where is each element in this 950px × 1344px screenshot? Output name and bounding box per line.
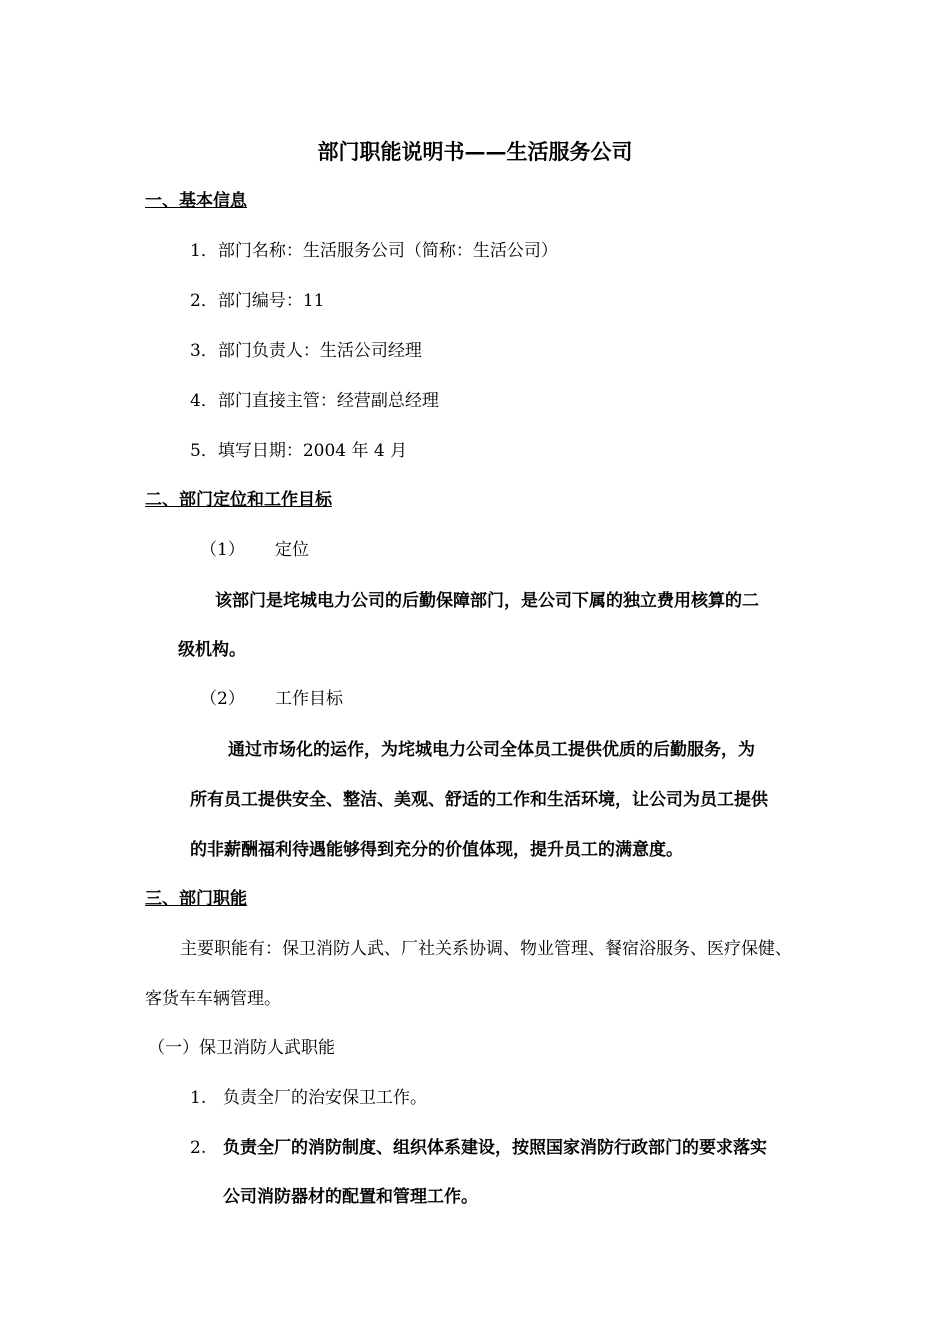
security-item-2-text-line-2: 公司消防器材的配置和管理工作。 xyxy=(223,1187,478,1207)
functions-intro-line-1: 主要职能有：保卫消防人武、厂社关系协调、物业管理、餐宿浴服务、医疗保健、 xyxy=(180,939,792,959)
security-item-2-text-line-1: 负责全厂的消防制度、组织体系建设，按照国家消防行政部门的要求落实 xyxy=(223,1138,767,1158)
goal-text-line-2: 所有员工提供安全、整洁、美观、舒适的工作和生活环境，让公司为员工提供 xyxy=(190,790,768,810)
section-basic-info-heading: 一、基本信息 xyxy=(145,191,247,211)
info-item-fill-date: 5．填写日期：2004 年 4 月 xyxy=(190,441,408,461)
goal-number: （2） xyxy=(200,689,245,709)
security-item-1-number: 1. xyxy=(190,1088,207,1108)
functions-intro-line-2: 客货车车辆管理。 xyxy=(145,989,281,1009)
positioning-text-line-1: 该部门是垞城电力公司的后勤保障部门，是公司下属的独立费用核算的二 xyxy=(215,591,759,611)
goal-label: 工作目标 xyxy=(275,689,343,709)
info-item-dept-code: 2．部门编号：11 xyxy=(190,291,325,311)
section-positioning-heading: 二、部门定位和工作目标 xyxy=(145,490,332,510)
positioning-text-line-2: 级机构。 xyxy=(178,640,246,660)
positioning-number: （1） xyxy=(200,540,245,560)
info-item-dept-head: 3．部门负责人：生活公司经理 xyxy=(190,341,422,361)
subsection-security-heading: （一）保卫消防人武职能 xyxy=(148,1038,335,1058)
section-functions-heading: 三、部门职能 xyxy=(145,889,247,909)
goal-text-line-3: 的非薪酬福利待遇能够得到充分的价值体现，提升员工的满意度。 xyxy=(190,840,683,860)
info-item-direct-supervisor: 4．部门直接主管：经营副总经理 xyxy=(190,391,439,411)
goal-text-line-1: 通过市场化的运作，为垞城电力公司全体员工提供优质的后勤服务，为 xyxy=(228,740,755,760)
positioning-label: 定位 xyxy=(275,540,309,560)
security-item-1-text: 负责全厂的治安保卫工作。 xyxy=(223,1088,427,1108)
info-item-dept-name: 1．部门名称：生活服务公司（简称：生活公司） xyxy=(190,241,558,261)
document-title: 部门职能说明书——生活服务公司 xyxy=(317,139,633,164)
security-item-2-number: 2. xyxy=(190,1138,207,1158)
